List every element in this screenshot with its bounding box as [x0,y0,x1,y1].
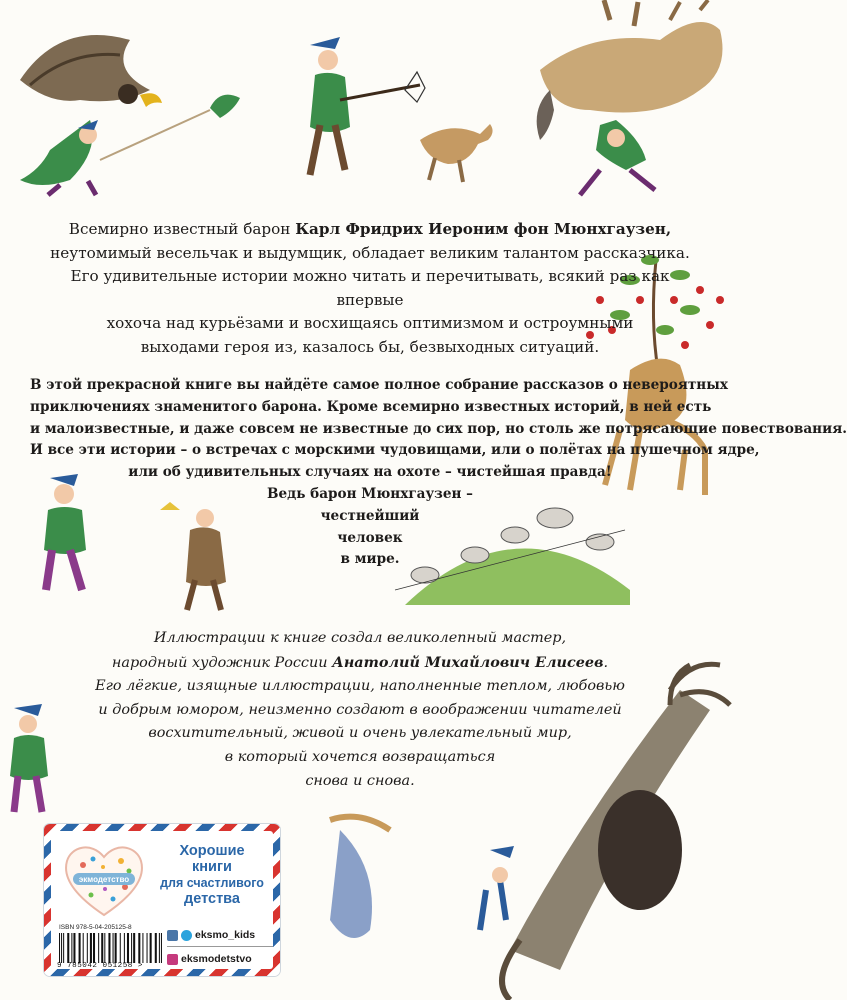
intro-line4: хохоча над курьёзами и восхищаясь оптимизмом и остроумными [106,314,634,332]
main-line: приключениях знаменитого барона. Кроме всемирно известных историй, в ней есть [30,398,712,415]
baron-left-standing-illustration [0,700,80,820]
intro-paragraph [40,218,700,359]
barcode-bar [63,933,64,963]
barcode-bar [155,933,157,963]
main-line: человек [337,529,403,546]
barcode-bar [83,933,84,963]
barcode-bar [159,933,160,963]
telegram-icon [181,930,192,941]
eagle-baron-illustration [0,10,280,210]
main-line: В этой прекрасной книге вы найдёте самое полное собрание рассказов о невероятных [30,377,728,393]
slogan-line2: книги [192,859,232,875]
credit-line1: Иллюстрации к книге создал великолепный мастер, [153,630,567,646]
credit-line3: Его лёгкие, изящные иллюстрации, наполненные теплом, любовью [95,678,625,695]
slogan-line1: Хорошие [179,843,245,859]
barcode-bar [108,933,110,963]
intro-line5: выходами героя из, казалось бы, безвыходных ситуаций. [140,337,600,356]
barcode-bar [79,933,81,963]
isbn-label: ISBN 978-5-04-205125-8 [59,924,132,931]
barcode-number: 9 785042 051258 > [57,962,143,970]
site-handle: eksmodetstvo [181,953,252,965]
barcode-bar [133,933,135,963]
barcode-bar [127,933,129,963]
barcode-bar [67,933,69,963]
instagram-icon [167,954,178,965]
credit-line4: и добрым юмором, неизменно создают в воображении читателей [98,701,622,718]
heart-label: экмодетство [78,875,130,884]
barcode-bar [87,933,88,963]
sticker-body [51,831,273,969]
main-line: И все эти истории – о встречах с морскими чудовищами, или о полётах на пушечном ядре, [30,442,760,459]
horse-baron-illustration [520,0,744,210]
barcode-bar [59,933,60,963]
barcode-bar [93,933,95,963]
illustrator-name: Анатолий Михайлович Елисеев [332,653,604,671]
baron-hunting-illustration [290,30,510,200]
baron-full-name: Карл Фридрих Иероним фон Мюнхгаузен, [295,220,672,238]
heart-logo-icon [61,839,147,919]
main-line: Ведь барон Мюнхгаузен – [267,485,473,502]
barcode-bar [115,933,117,963]
site-row[interactable] [167,951,273,967]
credit-line7: снова и снова. [305,772,415,789]
barcode-bar [104,933,105,963]
barcode-bar [124,933,125,963]
divider [167,946,273,947]
credit-line5: восхитительный, живой и очень увлекательный мир, [148,725,572,742]
main-paragraph [30,375,847,571]
barcode-bar [142,933,143,963]
slogan-line4: детства [184,891,240,907]
barcode-bar [98,933,99,963]
social-row[interactable] [167,927,273,943]
main-line: честнейший [320,507,420,524]
main-line: или об удивительных случаях на охоте – чистейшая правда! [128,464,612,481]
social-handle: eksmo_kids [195,929,256,941]
illustrator-credit [80,627,640,793]
barcode-bar [161,933,162,963]
credit-line6: в который хочется возвращаться [224,748,496,765]
barcode-bar [101,933,103,963]
main-line: в мире. [340,551,400,568]
barcode-bar [131,933,132,963]
credit-line2-post: . [603,654,609,671]
barcode-bar [113,933,114,963]
barcode-bar [150,933,152,963]
credit-line2-pre: народный художник России [111,654,333,671]
barcode-bar [138,933,140,963]
intro-line2: неутомимый весельчак и выдумщик, обладает великим талантом рассказчика. [50,243,690,262]
intro-line1-text: Всемирно известный барон [68,220,296,238]
barcode-bar [147,933,148,963]
sticker-slogan [153,843,271,907]
barcode-bar [71,933,72,963]
social-links [167,927,273,967]
slogan-line3: для счастливого [160,876,264,890]
main-line: и малоизвестные, и даже совсем не известные до сих пор, но столь же потрясающие повествования. [30,420,847,437]
credit-line2 [80,651,640,676]
barcode-bar [61,933,62,963]
intro-line3: Его удивительные истории можно читать и перечитывать, всякий раз как впервые [70,267,670,309]
barcode-bar [120,933,121,963]
publisher-sticker [44,824,280,976]
barcode [59,933,163,963]
vk-icon [167,930,178,941]
barcode-bar [90,933,92,963]
barcode-bar [73,933,75,963]
